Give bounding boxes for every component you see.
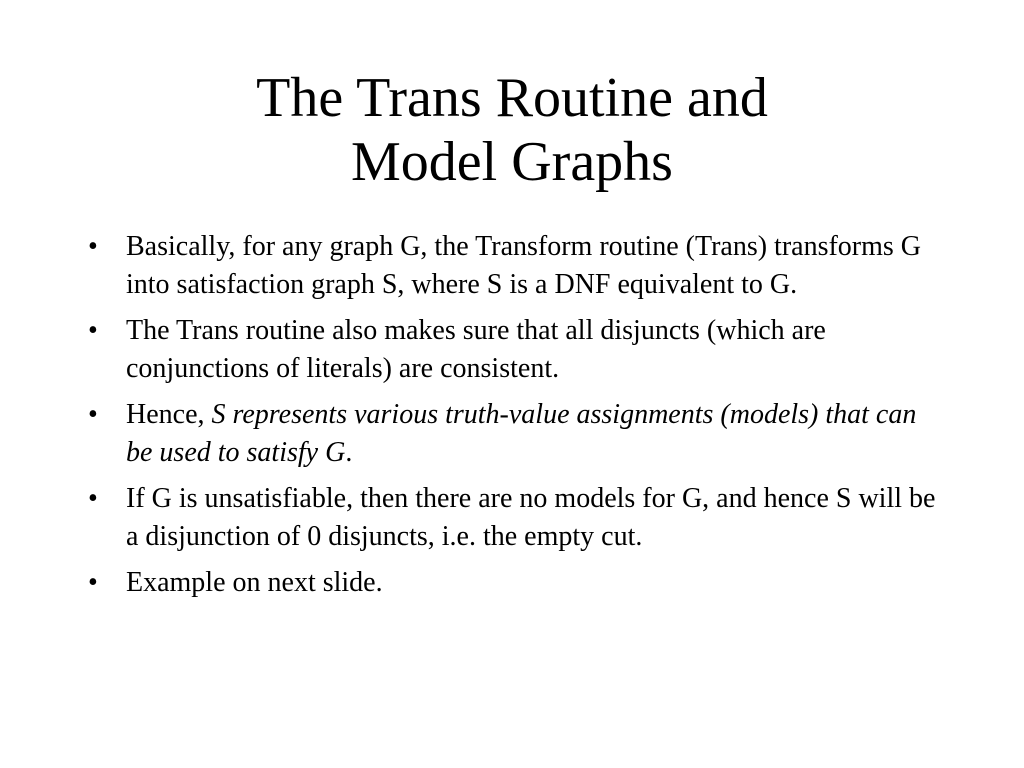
bullet-dot-icon: • xyxy=(88,567,98,598)
bullet-item xyxy=(88,228,938,304)
bullet-dot-icon: • xyxy=(88,483,98,514)
bullet-text xyxy=(126,399,916,468)
bullet-text: The Trans routine also makes sure that all disjuncts (which are conjunctions of literals) are consistent. xyxy=(126,315,826,384)
bullet-item xyxy=(88,396,938,472)
bullet-item xyxy=(88,312,938,388)
bullet-text: Example on next slide. xyxy=(126,567,383,598)
bullet-dot-icon: • xyxy=(88,315,98,346)
bullet-text: If G is unsatisfiable, then there are no models for G, and hence S will be a disjunction of 0 disjuncts, i.e. the empty cut. xyxy=(126,483,936,552)
bullet-text-prefix: Hence, xyxy=(126,399,212,430)
bullet-item xyxy=(88,564,938,602)
slide-title-line-1: The Trans Routine and xyxy=(256,67,768,129)
bullet-text-italic: S represents various truth-value assignments (models) that can be used to satisfy G xyxy=(126,399,917,468)
slide-title xyxy=(0,66,1024,194)
bullet-text: Basically, for any graph G, the Transform routine (Trans) transforms G into satisfaction graph S, where S is a DNF equivalent to G. xyxy=(126,231,922,300)
slide-title-line-2: Model Graphs xyxy=(351,131,673,193)
bullet-list xyxy=(88,228,938,610)
bullet-dot-icon: • xyxy=(88,399,98,430)
bullet-item xyxy=(88,480,938,556)
bullet-text-suffix: . xyxy=(345,437,353,468)
bullet-dot-icon: • xyxy=(88,231,98,262)
